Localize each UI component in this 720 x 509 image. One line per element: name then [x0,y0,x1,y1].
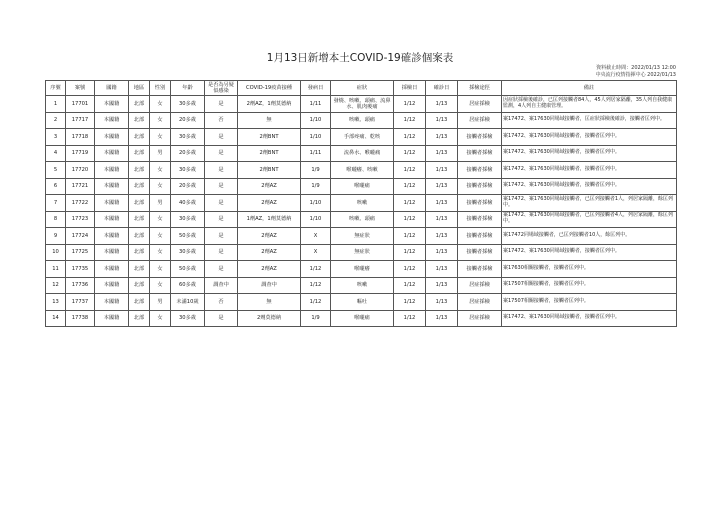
table-cell: 2劑BNT [238,129,301,146]
table-cell: 2劑AZ [238,178,301,195]
table-cell: 女 [150,277,171,294]
table-header-row [46,81,677,96]
header-cell: 採檢日 [394,81,426,96]
table-cell: 1/12 [394,162,426,179]
table-cell: 1/13 [426,162,458,179]
table-cell: 女 [150,244,171,261]
table-cell: 女 [150,228,171,245]
table-cell: 咳嗽、頭痛 [331,211,394,228]
table-cell: 30多歲 [171,162,205,179]
table-cell: 1/10 [301,211,331,228]
table-cell: 1/9 [301,162,331,179]
table-cell: 居症採檢 [458,277,502,294]
table-row [46,211,677,228]
table-cell: 5 [46,162,66,179]
table-cell: 17722 [66,195,95,212]
note-cell: 案17472同場域接觸者，已匡列接觸者10人，餘匡列中。 [502,228,677,245]
table-cell: 接觸者採檢 [458,145,502,162]
table-cell: 咳嗽 [331,277,394,294]
table-cell: 否 [205,294,238,311]
table-cell: 17717 [66,112,95,129]
table-cell: 女 [150,112,171,129]
table-cell: 60多歲 [171,277,205,294]
table-cell: 男 [150,195,171,212]
table-cell: 女 [150,162,171,179]
table-cell: 本國籍 [95,294,129,311]
table-cell: 居症採檢 [458,96,502,113]
table-cell: 1/12 [394,112,426,129]
table-cell: 是 [205,310,238,327]
data-cutoff-time: 資料截止時間：2022/01/13 12:00 [596,65,676,71]
table-cell: 1/13 [426,145,458,162]
table-cell: 1/13 [426,195,458,212]
table-cell: 2劑AZ，1劑莫德納 [238,96,301,113]
table-cell: 10 [46,244,66,261]
table-cell: 30多歲 [171,96,205,113]
table-cell: 17721 [66,178,95,195]
table-cell: 女 [150,211,171,228]
table-cell: 接觸者採檢 [458,228,502,245]
table-cell: 2 [46,112,66,129]
header-cell: 症狀 [331,81,394,96]
note-cell: 案17472、案17630同場域接觸者，匡症狀採檢後確診，接觸者匡列中。 [502,112,677,129]
table-cell: 男 [150,145,171,162]
header-cell: 備註 [502,81,677,96]
table-cell: 北部 [129,244,150,261]
table-cell: 否 [205,112,238,129]
table-cell: 1/12 [394,129,426,146]
table-cell: 1/13 [426,277,458,294]
note-cell: 案17630相關接觸者，接觸者匡列中。 [502,261,677,278]
table-cell: 是 [205,162,238,179]
table-cell: 本國籍 [95,178,129,195]
note-cell: 案17472、案17630同場域接觸者，已匡列接觸者1人，列居家隔離，餘匡列中。 [502,195,677,212]
table-cell: 接觸者採檢 [458,195,502,212]
header-cell: 序號 [46,81,66,96]
table-cell: 女 [150,178,171,195]
table-cell: 北部 [129,96,150,113]
table-cell: 2劑BNT [238,145,301,162]
table-cell: 1/13 [426,211,458,228]
table-cell: 1/9 [301,178,331,195]
table-cell: 女 [150,129,171,146]
table-cell: 17718 [66,129,95,146]
table-cell: 2劑莫德納 [238,310,301,327]
table-cell: 北部 [129,178,150,195]
table-row [46,261,677,278]
table-cell: 本國籍 [95,261,129,278]
header-cell: 年齡 [171,81,205,96]
note-cell: 案17472、案17630同場域接觸者，已匡列接觸者4人，列居家隔離，餘匡列中。 [502,211,677,228]
table-cell: 3 [46,129,66,146]
table-cell: 北部 [129,195,150,212]
table-row [46,162,677,179]
table-cell: 咳嗽 [331,195,394,212]
table-cell: 20多歲 [171,145,205,162]
table-cell: 是 [205,129,238,146]
table-cell: 是 [205,195,238,212]
table-cell: 14 [46,310,66,327]
table-cell: 17736 [66,277,95,294]
table-cell: 1/12 [394,261,426,278]
table-cell: 接觸者採檢 [458,162,502,179]
table-cell: 1/11 [301,96,331,113]
table-cell: 未滿10歲 [171,294,205,311]
table-cell: 1/12 [301,294,331,311]
table-cell: X [301,228,331,245]
table-row [46,228,677,245]
table-cell: 12 [46,277,66,294]
table-cell: 1/12 [394,211,426,228]
table-cell: 1/13 [426,244,458,261]
table-cell: 北部 [129,145,150,162]
table-cell: 是 [205,178,238,195]
table-cell: 喉嚨痛 [331,178,394,195]
header-cell: 國籍 [95,81,129,96]
table-cell: 本國籍 [95,96,129,113]
table-cell: 是 [205,145,238,162]
table-cell: 喉嚨痛 [331,310,394,327]
header-cell: 發病日 [301,81,331,96]
table-cell: 接觸者採檢 [458,244,502,261]
table-cell: 17701 [66,96,95,113]
table-cell: 本國籍 [95,129,129,146]
table-cell: 17723 [66,211,95,228]
header-cell: 確診日 [426,81,458,96]
table-cell: 接觸者採檢 [458,211,502,228]
table-cell: 17724 [66,228,95,245]
table-cell: 30多歲 [171,129,205,146]
table-cell: 20多歲 [171,178,205,195]
table-row [46,277,677,294]
table-row [46,112,677,129]
note-cell: 案17472、案17630同場域接觸者，接觸者匡列中。 [502,178,677,195]
table-cell: 北部 [129,228,150,245]
table-cell: 本國籍 [95,145,129,162]
table-cell: 無症狀 [331,244,394,261]
table-cell: 北部 [129,211,150,228]
table-cell: 50多歲 [171,261,205,278]
table-cell: 本國籍 [95,162,129,179]
table-cell: 是 [205,261,238,278]
table-cell: 1/11 [301,145,331,162]
note-cell: 案17472、案17630同場域接觸者，接觸者匡列中。 [502,129,677,146]
table-cell: 1/12 [394,96,426,113]
data-source: 中央流行疫情指揮中心 2022/01/13 [595,72,676,78]
table-cell: 4 [46,145,66,162]
table-cell: 1/10 [301,195,331,212]
table-cell: 發燒、咳嗽、頭痛、流鼻水、肌肉痠痛 [331,96,394,113]
table-cell: 1劑AZ，1劑莫德納 [238,211,301,228]
header-cell: 地區 [129,81,150,96]
table-cell: 居症採檢 [458,112,502,129]
table-cell: 北部 [129,261,150,278]
table-cell: 30多歲 [171,244,205,261]
table-cell: 接觸者採檢 [458,129,502,146]
table-cell: 1/13 [426,228,458,245]
table-cell: 17738 [66,310,95,327]
table-cell: 本國籍 [95,310,129,327]
table-cell: 2劑AZ [238,228,301,245]
table-cell: 1/13 [426,112,458,129]
table-cell: 本國籍 [95,277,129,294]
table-cell: 30多歲 [171,211,205,228]
table-cell: 17735 [66,261,95,278]
table-cell: 是 [205,244,238,261]
table-cell: 是 [205,96,238,113]
table-cell: 11 [46,261,66,278]
table-cell: 30多歲 [171,310,205,327]
note-cell: 案17472、案17630同場域接觸者，接觸者匡列中。 [502,162,677,179]
table-cell: 50多歲 [171,228,205,245]
table-cell: 1/12 [301,277,331,294]
table-cell: 1/10 [301,129,331,146]
table-cell: 2劑AZ [238,244,301,261]
header-cell: 採檢途徑 [458,81,502,96]
header-cell: 性別 [150,81,171,96]
table-cell: 1/12 [394,228,426,245]
table-cell: 喉嚨癢、咳嗽 [331,162,394,179]
table-row [46,145,677,162]
header-cell: 案號 [66,81,95,96]
table-row [46,294,677,311]
page-title: 1月13日新增本土COVID-19確診個案表 [266,52,454,64]
table-cell: 調查中 [238,277,301,294]
header-cell: 是否為另疑似感染 [205,81,238,96]
table-cell: 手部疼痛、乾咳 [331,129,394,146]
table-cell: 女 [150,261,171,278]
table-cell: 17725 [66,244,95,261]
note-cell: 案17472、案17630同場域接觸者，接觸者匡列中。 [502,145,677,162]
table-cell: X [301,244,331,261]
table-row [46,244,677,261]
table-cell: 本國籍 [95,195,129,212]
table-cell: 無症狀 [331,228,394,245]
table-cell: 1/12 [394,310,426,327]
table-cell: 2劑AZ [238,195,301,212]
header-cell: COVID-19疫苗接種 [238,81,301,96]
table-cell: 9 [46,228,66,245]
table-cell: 17719 [66,145,95,162]
table-cell: 是 [205,228,238,245]
case-table-body [46,96,677,327]
table-cell: 13 [46,294,66,311]
table-row [46,195,677,212]
table-cell: 1/12 [394,294,426,311]
table-cell: 7 [46,195,66,212]
table-cell: 1/13 [426,178,458,195]
table-cell: 1/13 [426,96,458,113]
table-cell: 無 [238,112,301,129]
table-cell: 是 [205,211,238,228]
table-cell: 1/13 [426,261,458,278]
table-cell: 接觸者採檢 [458,178,502,195]
table-cell: 1/9 [301,310,331,327]
table-cell: 1/12 [394,244,426,261]
table-cell: 嘔吐 [331,294,394,311]
note-cell: 案17507相關接觸者，接觸者匡列中。 [502,277,677,294]
table-cell: 17737 [66,294,95,311]
table-cell: 1/12 [394,277,426,294]
table-cell: 1/12 [394,145,426,162]
table-cell: 1/12 [301,261,331,278]
table-cell: 1/12 [394,195,426,212]
table-cell: 北部 [129,277,150,294]
table-cell: 本國籍 [95,228,129,245]
table-cell: 17720 [66,162,95,179]
table-cell: 6 [46,178,66,195]
note-cell: 案17507相關接觸者，接觸者匡列中。 [502,294,677,311]
table-cell: 1/13 [426,294,458,311]
table-cell: 流鼻水、喉嚨痛 [331,145,394,162]
table-cell: 2劑BNT [238,162,301,179]
table-cell: 1/13 [426,310,458,327]
table-cell: 40多歲 [171,195,205,212]
table-cell: 本國籍 [95,244,129,261]
table-row [46,178,677,195]
table-row [46,310,677,327]
table-cell: 20多歲 [171,112,205,129]
table-cell: 居症採檢 [458,310,502,327]
table-cell: 1/13 [426,129,458,146]
table-cell: 1 [46,96,66,113]
table-row [46,96,677,113]
case-table [45,80,677,327]
table-cell: 本國籍 [95,112,129,129]
table-cell: 1/12 [394,178,426,195]
table-cell: 男 [150,294,171,311]
table-cell: 北部 [129,294,150,311]
table-cell: 無 [238,294,301,311]
report-meta [596,65,676,79]
table-cell: 北部 [129,310,150,327]
table-cell: 接觸者採檢 [458,261,502,278]
table-cell: 居症採檢 [458,294,502,311]
table-cell: 女 [150,310,171,327]
table-cell: 北部 [129,162,150,179]
note-cell: 案17472、案17630同場域接觸者，接觸者匡列中。 [502,244,677,261]
note-cell: 案17472、案17630同場域接觸者，接觸者匡列中。 [502,310,677,327]
table-cell: 調查中 [205,277,238,294]
table-row [46,129,677,146]
table-cell: 北部 [129,112,150,129]
table-cell: 北部 [129,129,150,146]
table-cell: 2劑AZ [238,261,301,278]
table-cell: 本國籍 [95,211,129,228]
note-cell: 因症狀採檢後確診，已匡列接觸者84人，45人列居家隔離，35人列自我健康監測，4人列自主健康管理。 [502,96,677,113]
table-cell: 8 [46,211,66,228]
table-cell: 1/10 [301,112,331,129]
table-cell: 咳嗽、頭痛 [331,112,394,129]
table-cell: 女 [150,96,171,113]
table-cell: 喉嚨癢 [331,261,394,278]
